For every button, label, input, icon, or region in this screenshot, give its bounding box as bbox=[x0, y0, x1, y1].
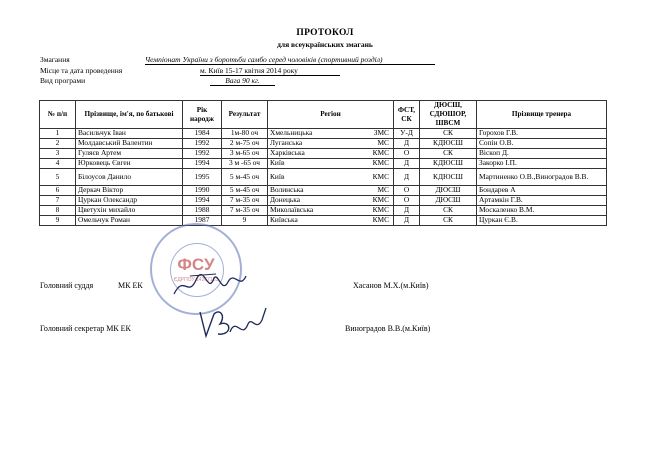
cell-region-name: Київ bbox=[270, 158, 285, 168]
cell-coach: Цуркан Є.В. bbox=[477, 216, 607, 226]
cell-number: 5 bbox=[40, 169, 76, 186]
chief-judge-label: Головний суддя bbox=[40, 281, 94, 290]
cell-birth-year: 1992 bbox=[183, 139, 222, 149]
secretary-signature bbox=[192, 302, 272, 344]
cell-region bbox=[268, 196, 394, 206]
col-school: ДЮСШ, СДЮШОР, ШВСМ bbox=[420, 101, 477, 129]
table-header-row bbox=[40, 101, 607, 129]
cell-result: 1м-80 оч bbox=[222, 129, 268, 139]
cell-birth-year: 1995 bbox=[183, 169, 222, 186]
cell-rank: КМС bbox=[372, 205, 389, 215]
cell-name: Деркач Віктор bbox=[76, 186, 183, 196]
cell-number: 8 bbox=[40, 206, 76, 216]
cell-region-name: Миколаївська bbox=[270, 205, 314, 215]
cell-school: ДЮСШ bbox=[420, 186, 477, 196]
cell-region bbox=[268, 139, 394, 149]
cell-birth-year: 1984 bbox=[183, 129, 222, 139]
cell-birth-year: 1994 bbox=[183, 196, 222, 206]
chief-judge-category: МК ЕК bbox=[118, 281, 143, 290]
cell-birth-year: 1988 bbox=[183, 206, 222, 216]
cell-region bbox=[268, 169, 394, 186]
stamp-code: ЄДРПОУ 14267163 bbox=[173, 277, 219, 283]
table-row bbox=[40, 216, 607, 226]
cell-rank: МС bbox=[377, 138, 389, 148]
col-name: Прізвище, ім'я, по батькові bbox=[76, 101, 183, 129]
col-coach: Прізвище тренера bbox=[477, 101, 607, 129]
cell-number: 4 bbox=[40, 159, 76, 169]
cell-result: 5 м-45 оч bbox=[222, 169, 268, 186]
cell-school: СК bbox=[420, 129, 477, 139]
cell-result: 2 м-75 оч bbox=[222, 139, 268, 149]
cell-fst: О bbox=[394, 149, 420, 159]
cell-rank: КМС bbox=[372, 148, 389, 158]
cell-region-name: Луганська bbox=[270, 138, 303, 148]
cell-number: 2 bbox=[40, 139, 76, 149]
cell-number: 6 bbox=[40, 186, 76, 196]
cell-number: 1 bbox=[40, 129, 76, 139]
chief-secretary-name: Виноградов В.В.(м.Київ) bbox=[345, 324, 431, 333]
cell-region bbox=[268, 159, 394, 169]
cell-school: СК bbox=[420, 149, 477, 159]
protocol-title: ПРОТОКОЛ bbox=[296, 28, 354, 38]
cell-name: Васильчук Іван bbox=[76, 129, 183, 139]
cell-coach: Горохов Г.В. bbox=[477, 129, 607, 139]
cell-fst: У-Д bbox=[394, 129, 420, 139]
table-row bbox=[40, 206, 607, 216]
cell-fst: Д bbox=[394, 216, 420, 226]
cell-fst: О bbox=[394, 196, 420, 206]
cell-name: Цуркан Олександр bbox=[76, 196, 183, 206]
cell-number: 7 bbox=[40, 196, 76, 206]
cell-rank: КМС bbox=[372, 171, 389, 181]
cell-region-name: Київ bbox=[270, 171, 285, 181]
cell-birth-year: 1994 bbox=[183, 159, 222, 169]
cell-birth-year: 1992 bbox=[183, 149, 222, 159]
cell-region bbox=[268, 186, 394, 196]
table-row bbox=[40, 169, 607, 186]
cell-region bbox=[268, 149, 394, 159]
cell-number: 3 bbox=[40, 149, 76, 159]
cell-rank: КМС bbox=[372, 158, 389, 168]
cell-fst: О bbox=[394, 186, 420, 196]
cell-school: КДЮСШ bbox=[420, 169, 477, 186]
cell-region bbox=[268, 129, 394, 139]
cell-name: Молдавський Валентин bbox=[76, 139, 183, 149]
program-label: Вид програми bbox=[40, 76, 86, 85]
col-result: Результат bbox=[222, 101, 268, 129]
cell-result: 7 м-35 оч bbox=[222, 196, 268, 206]
cell-result: 5 м-45 оч bbox=[222, 186, 268, 196]
cell-name: Юрковець Євген bbox=[76, 159, 183, 169]
cell-coach: Бондарев А bbox=[477, 186, 607, 196]
cell-region-name: Волинська bbox=[270, 185, 304, 195]
table-row bbox=[40, 129, 607, 139]
cell-result: 3 м -65 оч bbox=[222, 159, 268, 169]
cell-birth-year: 1990 bbox=[183, 186, 222, 196]
judge-signature bbox=[170, 268, 250, 302]
cell-rank: КМС bbox=[372, 195, 389, 205]
cell-name: Омельчук Роман bbox=[76, 216, 183, 226]
results-table bbox=[39, 100, 607, 226]
competition-label: Змагання bbox=[40, 55, 70, 64]
competition-value: Чемпіонат України з боротьби самбо серед чоловіків (спортивний розділ) bbox=[145, 55, 435, 65]
stamp-logo: ФСУ bbox=[177, 255, 215, 274]
cell-coach: Мартиненко О.В.,Виноградов В.В. bbox=[477, 169, 607, 186]
cell-name: Білоусов Данило bbox=[76, 169, 183, 186]
col-birth-year: Рік народж bbox=[183, 101, 222, 129]
cell-result: 9 bbox=[222, 216, 268, 226]
col-region: Регіон bbox=[268, 101, 394, 129]
table-row bbox=[40, 186, 607, 196]
cell-region-name: Київська bbox=[270, 215, 298, 225]
cell-result: 7 м-35 оч bbox=[222, 206, 268, 216]
cell-rank: ЗМС bbox=[373, 128, 389, 138]
cell-fst: Д bbox=[394, 139, 420, 149]
cell-coach: Закорко І.П. bbox=[477, 159, 607, 169]
cell-school: СК bbox=[420, 206, 477, 216]
cell-fst: Д bbox=[394, 206, 420, 216]
cell-fst: Д bbox=[394, 159, 420, 169]
table-row bbox=[40, 139, 607, 149]
col-number: № п/п bbox=[40, 101, 76, 129]
col-fst: ФСТ, СК bbox=[394, 101, 420, 129]
chief-judge-name: Хасанов М.Х.(м.Київ) bbox=[353, 281, 429, 290]
cell-coach: Сопін О.В. bbox=[477, 139, 607, 149]
cell-region-name: Харківська bbox=[270, 148, 305, 158]
cell-school: СК bbox=[420, 216, 477, 226]
protocol-subtitle: для всеукраїнських змагань bbox=[277, 40, 373, 49]
cell-coach: Москаленко В.М. bbox=[477, 206, 607, 216]
cell-fst: Д bbox=[394, 169, 420, 186]
cell-region-name: Донецька bbox=[270, 195, 301, 205]
table-row bbox=[40, 196, 607, 206]
cell-birth-year: 1987 bbox=[183, 216, 222, 226]
cell-school: ДЮСШ bbox=[420, 196, 477, 206]
chief-secretary-label: Головний секретар МК ЕК bbox=[40, 324, 131, 333]
cell-region bbox=[268, 206, 394, 216]
cell-rank: МС bbox=[377, 185, 389, 195]
table-row bbox=[40, 159, 607, 169]
cell-school: КДЮСШ bbox=[420, 139, 477, 149]
cell-school: КДЮСШ bbox=[420, 159, 477, 169]
cell-number: 9 bbox=[40, 216, 76, 226]
cell-coach: Артамкін Г.В. bbox=[477, 196, 607, 206]
cell-coach: Віскоп Д. bbox=[477, 149, 607, 159]
cell-rank: КМС bbox=[372, 215, 389, 225]
table-row bbox=[40, 149, 607, 159]
cell-name: Цветухін михайло bbox=[76, 206, 183, 216]
place-value: м. Київ 15-17 квітня 2014 року bbox=[200, 66, 340, 76]
cell-region-name: Хмельницька bbox=[270, 128, 313, 138]
program-value: Вага 90 кг. bbox=[210, 76, 275, 86]
cell-result: 3 м-65 оч bbox=[222, 149, 268, 159]
cell-region bbox=[268, 216, 394, 226]
place-label: Місце та дата проведення bbox=[40, 66, 123, 75]
cell-name: Гуляєв Артем bbox=[76, 149, 183, 159]
